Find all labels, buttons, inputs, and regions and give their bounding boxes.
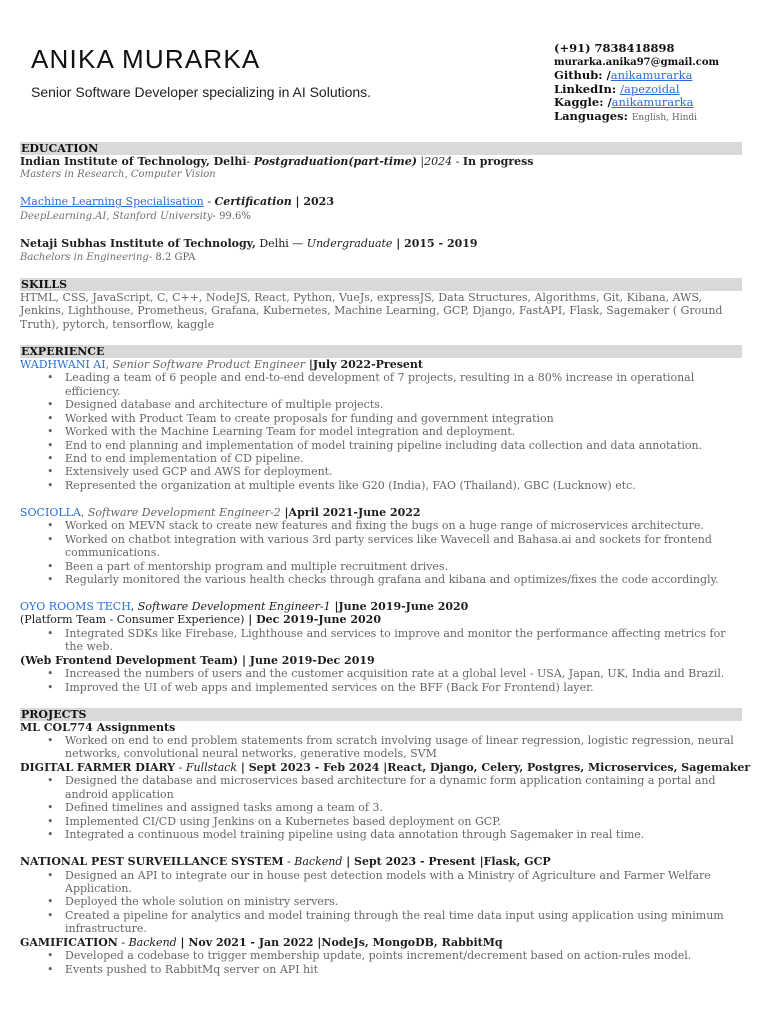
team-name: (Web Frontend Development Team)	[20, 653, 239, 667]
job-dates: |April 2021-June 2022	[280, 505, 421, 519]
separator: ,	[130, 599, 138, 613]
team-bullets-web-frontend	[20, 667, 742, 694]
experience-heading: EXPERIENCE	[20, 345, 742, 358]
list-item: • Worked with the Machine Learning Team for model integration and deployment.	[20, 425, 742, 438]
list-item: • Worked on MEVN stack to create new features and fixing the bugs on a huge range of microservices architecture.	[20, 519, 742, 532]
github-line	[554, 69, 719, 83]
company-name: WADHWANI AI	[20, 357, 106, 371]
project-type: Fullstack	[185, 760, 238, 774]
job-bullets-sociolla	[20, 519, 742, 586]
list-item: • Worked with Product Team to create proposals for funding and government integration	[20, 412, 742, 425]
list-item: • Increased the numbers of users and the customer acquisition rate at a global level - USA, Japan, UK, India and Brazil.	[20, 667, 742, 680]
company-name: OYO ROOMS TECH	[20, 599, 131, 613]
skills-heading: SKILLS	[20, 278, 742, 291]
list-item: • End to end planning and implementation of model training pipeline including data collection and data annotation.	[20, 439, 742, 452]
email-address: murarka.anika97@gmail.com	[554, 56, 720, 68]
job-dates: |June 2019-June 2020	[330, 599, 469, 613]
languages-line	[554, 110, 719, 126]
job-dates: |July 2022-Present	[305, 357, 423, 371]
job-header-wadhwani	[20, 358, 742, 371]
education-detail: Masters in Research, Computer Vision	[20, 169, 216, 181]
list-item: • Designed an API to integrate our in house pest detection models with a Ministry of Agriculture and Farmer Welfare Application.	[20, 869, 742, 896]
job-bullets-wadhwani	[20, 371, 742, 492]
project-title: GAMIFICATION	[20, 935, 118, 949]
linkedin-link[interactable]: /apezoidal	[620, 81, 680, 96]
list-item: • Been a part of mentorship program and multiple recruitment drives.	[20, 560, 742, 573]
team-header-web-frontend	[20, 654, 742, 667]
separator: ,	[80, 505, 88, 519]
separator: -	[283, 855, 295, 869]
linkedin-label: LinkedIn:	[554, 81, 621, 96]
team-bullets-platform	[20, 627, 742, 654]
project-bullets-dfd	[20, 774, 742, 841]
resume-body	[20, 142, 751, 976]
project-type: Backend	[294, 855, 343, 869]
job-header-sociolla	[20, 506, 742, 519]
education-status: In progress	[462, 155, 534, 168]
projects-heading: PROJECTS	[20, 708, 742, 721]
education-entry-ml-cert	[20, 195, 742, 208]
list-item: • Extensively used GCP and AWS for deployment.	[20, 465, 742, 478]
project-header-npss	[20, 855, 742, 868]
job-header-oyo	[20, 600, 742, 613]
list-item: • Improved the UI of web apps and implemented services on the BFF (Back For Frontend) layer.	[20, 681, 742, 694]
list-item: • Events pushed to RabbitMq server on API hit	[20, 963, 742, 976]
list-item: • Implemented CI/CD using Jenkins on a Kubernetes based deployment on GCP.	[20, 815, 742, 828]
kaggle-line	[554, 96, 719, 110]
list-item: • Designed database and architecture of multiple projects.	[20, 398, 742, 411]
kaggle-label: Kaggle: /	[554, 95, 612, 110]
team-name: (Platform Team - Consumer Experience)	[20, 613, 245, 627]
project-bullets-ml	[20, 734, 742, 761]
list-item: • Created a pipeline for analytics and model training through the real time data input using application using minimum infrastructure.	[20, 909, 742, 936]
project-bullets-gamification	[20, 949, 742, 976]
list-item: • Defined timelines and assigned tasks among a team of 3.	[20, 801, 742, 814]
list-item: • Regularly monitored the various health checks through grafana and kibana and optimizes/fixes the code accordingly.	[20, 573, 742, 586]
separator: ,	[105, 357, 113, 371]
phone-number: (+91) 7838418898	[554, 41, 675, 55]
languages-label: Languages:	[554, 108, 628, 123]
list-item: • Integrated a continuous model training pipeline using data annotation through Sagemaker in real time.	[20, 828, 742, 841]
list-item: • Worked on chatbot integration with various 3rd party services like Wavecell and Bahasa.ai and sockets for frontend communications.	[20, 533, 742, 560]
kaggle-link[interactable]: anikamurarka	[611, 95, 694, 110]
candidate-tagline: Senior Software Developer specializing in AI Solutions.	[31, 84, 372, 100]
project-header-gamification	[20, 936, 742, 949]
education-score: - 8.2 GPA	[148, 252, 196, 264]
education-dates: | 2023	[291, 195, 334, 209]
education-detail-line	[20, 250, 742, 264]
education-detail: DeepLearning.AI, Stanford University	[20, 210, 213, 222]
program-name: Undergraduate	[306, 236, 393, 250]
list-item: • Represented the organization at multiple events like G20 (India), FAO (Thailand), GBC (Lucknow) etc.	[20, 479, 742, 492]
certification-link[interactable]: Machine Learning Specialisation	[20, 195, 204, 209]
linkedin-line	[554, 83, 719, 97]
program-name: Certification	[214, 195, 292, 209]
institution-place: Delhi —	[255, 236, 307, 250]
company-name: SOCIOLLA	[20, 505, 81, 519]
project-title: NATIONAL PEST SURVEILLANCE SYSTEM	[20, 855, 284, 869]
list-item: • Worked on end to end problem statements from scratch involving usage of linear regression, logistic regression, neural networks, convolutional neural networks, generative models, SVM	[20, 734, 742, 761]
separator: -	[117, 935, 129, 949]
list-item: • End to end implementation of CD pipeline.	[20, 452, 742, 465]
github-link[interactable]: anikamurarka	[610, 68, 693, 83]
job-role: Senior Software Product Engineer	[112, 357, 306, 371]
list-item: • Deployed the whole solution on ministry servers.	[20, 895, 742, 908]
education-dates: |2024 -	[416, 155, 463, 168]
project-title-ml: ML COL774 Assignments	[20, 720, 176, 734]
education-detail: Bachelors in Engineering	[20, 252, 149, 264]
list-item: • Developed a codebase to trigger membership update, points increment/decrement based on action-rules model.	[20, 949, 742, 962]
institution-name: Netaji Subhas Institute of Technology,	[20, 236, 256, 250]
institution-name: Indian Institute of Technology, Delhi	[20, 155, 247, 168]
job-role: Software Development Engineer-1	[137, 599, 331, 613]
list-item: • Designed the database and microservices based architecture for a dynamic form application containing a portal and android application	[20, 774, 742, 801]
contact-block	[554, 42, 719, 126]
education-entry-iitd	[20, 155, 742, 168]
list-item: • Leading a team of 6 people and end-to-end development of 7 projects, resulting in a 80% increase in operational efficiency.	[20, 371, 742, 398]
skills-list: HTML, CSS, JavaScript, C, C++, NodeJS, React, Python, VueJs, expressJS, Data Structures, Algorithms, Git, Kibana, AWS, Jenkins, Lighthouse, Prometheus, Grafana, Kubernetes, Machine Learning, GCP, Django, FastAPI, Flask, Sagemaker ( Ground Truth), pytorch, tensorflow, kaggle	[20, 291, 723, 331]
separator: -	[175, 760, 186, 774]
separator: -	[246, 155, 254, 168]
github-label: Github: /	[554, 68, 611, 83]
project-meta: | Nov 2021 - Jan 2022 |NodeJs, MongoDB, RabbitMq	[176, 935, 503, 949]
education-dates: | 2015 - 2019	[392, 236, 478, 250]
education-score: - 99.6%	[212, 210, 251, 222]
education-detail-line	[20, 209, 742, 223]
languages-value: English, Hindi	[631, 112, 698, 123]
team-dates: | Dec 2019-June 2020	[244, 613, 381, 627]
job-role: Software Development Engineer-2	[87, 505, 281, 519]
project-meta: | Sept 2023 - Present |Flask, GCP	[342, 855, 551, 869]
education-entry-nsit	[20, 237, 742, 250]
education-heading: EDUCATION	[20, 142, 742, 155]
project-bullets-npss	[20, 869, 742, 936]
project-header-dfd	[20, 760, 751, 774]
program-name: Postgraduation(part-time)	[253, 155, 417, 168]
project-meta: | Sept 2023 - Feb 2024 |React, Django, Celery, Postgres, Microservices, Sagemaker	[237, 760, 751, 774]
candidate-name: ANIKA MURARKA	[31, 44, 261, 74]
separator: -	[203, 195, 215, 209]
team-dates: | June 2019-Dec 2019	[238, 653, 375, 667]
project-type: Backend	[128, 935, 177, 949]
project-title: DIGITAL FARMER DIARY	[20, 760, 176, 774]
team-header-platform	[20, 613, 742, 626]
list-item: • Integrated SDKs like Firebase, Lighthouse and services to improve and monitor the performance affecting metrics for the web.	[20, 627, 742, 654]
